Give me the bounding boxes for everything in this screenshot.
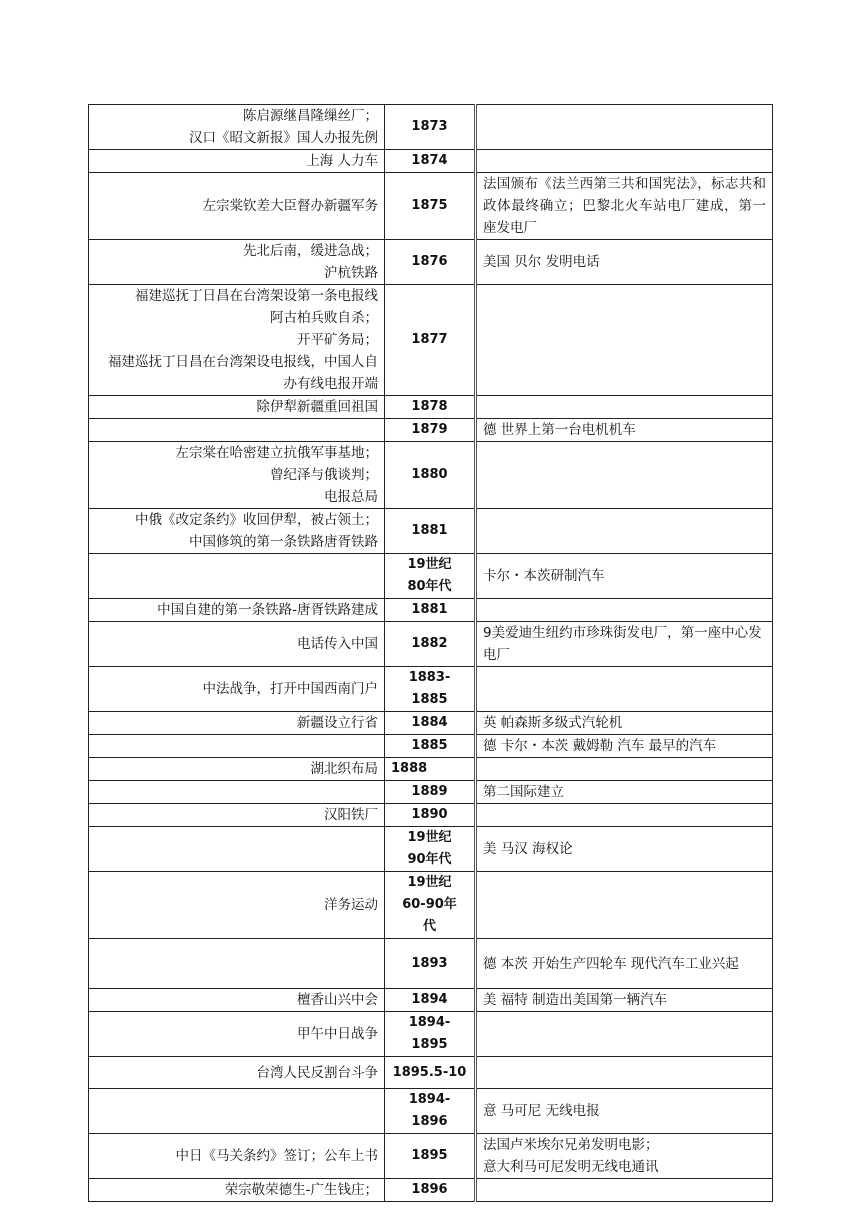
event-cell: 湖北织布局 [89, 758, 385, 781]
world-event-cell [476, 804, 773, 827]
world-event-cell: 意 马可尼 无线电报 [476, 1089, 773, 1134]
world-event-cell: 德 卡尔・本茨 戴姆勒 汽车 最早的汽车 [476, 735, 773, 758]
table-row [89, 285, 773, 396]
event-cell [89, 419, 385, 442]
world-event-cell: 法国颁布《法兰西第三共和国宪法》，标志共和政体最终确立；巴黎北火车站电厂建成，第一座发电厂 [476, 173, 773, 240]
year-cell: 1895.5-10 [385, 1057, 476, 1089]
table-row [89, 735, 773, 758]
year-cell: 1895 [385, 1134, 476, 1179]
table-row [89, 1057, 773, 1089]
year-cell: 19世纪90年代 [385, 827, 476, 872]
year-cell: 1888 [385, 758, 476, 781]
year-cell: 1894-1895 [385, 1012, 476, 1057]
world-event-cell [476, 442, 773, 509]
event-cell: 陈启源继昌隆缫丝厂； 汉口《昭文新报》国人办报先例 [89, 105, 385, 150]
year-cell: 1881 [385, 599, 476, 622]
table-row [89, 939, 773, 989]
table-row [89, 712, 773, 735]
event-cell [89, 827, 385, 872]
event-cell [89, 939, 385, 989]
event-cell: 新疆设立行省 [89, 712, 385, 735]
table-row [89, 599, 773, 622]
year-cell: 1877 [385, 285, 476, 396]
world-event-cell [476, 285, 773, 396]
event-cell: 左宗棠在哈密建立抗俄军事基地； 曾纪泽与俄谈判； 电报总局 [89, 442, 385, 509]
table-row [89, 758, 773, 781]
table-row [89, 240, 773, 285]
table-row [89, 173, 773, 240]
world-event-cell: 卡尔・本茨研制汽车 [476, 554, 773, 599]
table-row [89, 105, 773, 150]
event-cell: 除伊犁新疆重回祖国 [89, 396, 385, 419]
history-timeline-table [88, 104, 773, 1202]
event-cell: 荣宗敬荣德生-广生钱庄； [89, 1179, 385, 1202]
world-event-cell: 法国卢米埃尔兄弟发明电影； 意大利马可尼发明无线电通讯 [476, 1134, 773, 1179]
year-cell: 19世纪 60-90年代 [385, 872, 476, 939]
table-row [89, 781, 773, 804]
year-cell: 1875 [385, 173, 476, 240]
event-cell: 甲午中日战争 [89, 1012, 385, 1057]
table-row [89, 554, 773, 599]
event-cell: 上海 人力车 [89, 150, 385, 173]
table-row [89, 1089, 773, 1134]
table-row [89, 622, 773, 667]
table-row [89, 989, 773, 1012]
year-cell: 1889 [385, 781, 476, 804]
world-event-cell: 第二国际建立 [476, 781, 773, 804]
year-cell: 1893 [385, 939, 476, 989]
world-event-cell [476, 1179, 773, 1202]
year-cell: 19世纪80年代 [385, 554, 476, 599]
event-cell [89, 735, 385, 758]
world-event-cell [476, 105, 773, 150]
year-cell: 1894 [385, 989, 476, 1012]
world-event-cell [476, 758, 773, 781]
world-event-cell [476, 667, 773, 712]
event-cell: 洋务运动 [89, 872, 385, 939]
world-event-cell: 美 福特 制造出美国第一辆汽车 [476, 989, 773, 1012]
world-event-cell [476, 150, 773, 173]
table-row [89, 827, 773, 872]
world-event-cell [476, 509, 773, 554]
year-cell: 1884 [385, 712, 476, 735]
year-cell: 1874 [385, 150, 476, 173]
year-cell: 1880 [385, 442, 476, 509]
world-event-cell: 德 本茨 开始生产四轮车 现代汽车工业兴起 [476, 939, 773, 989]
event-cell: 先北后南，缓进急战； 沪杭铁路 [89, 240, 385, 285]
year-cell: 1894-1896 [385, 1089, 476, 1134]
year-cell: 1879 [385, 419, 476, 442]
event-cell: 中俄《改定条约》收回伊犁，被占领土； 中国修筑的第一条铁路唐胥铁路 [89, 509, 385, 554]
event-cell [89, 554, 385, 599]
year-cell: 1896 [385, 1179, 476, 1202]
world-event-cell: 美国 贝尔 发明电话 [476, 240, 773, 285]
table-row [89, 872, 773, 939]
world-event-cell [476, 1057, 773, 1089]
world-event-cell [476, 599, 773, 622]
table-row [89, 667, 773, 712]
world-event-cell: 9美爱迪生纽约市珍珠街发电厂，第一座中心发电厂 [476, 622, 773, 667]
year-cell: 1883-1885 [385, 667, 476, 712]
event-cell [89, 1089, 385, 1134]
year-cell: 1881 [385, 509, 476, 554]
table-row [89, 1134, 773, 1179]
world-event-cell: 美 马汉 海权论 [476, 827, 773, 872]
year-cell: 1885 [385, 735, 476, 758]
year-cell: 1890 [385, 804, 476, 827]
table-row [89, 804, 773, 827]
event-cell: 福建巡抚丁日昌在台湾架设第一条电报线 阿古柏兵败自杀； 开平矿务局； 福建巡抚丁日昌在台湾架设电报线，中国人自办有线电报开端 [89, 285, 385, 396]
year-cell: 1876 [385, 240, 476, 285]
world-event-cell [476, 396, 773, 419]
event-cell: 中日《马关条约》签订；公车上书 [89, 1134, 385, 1179]
table-row [89, 150, 773, 173]
table-row [89, 442, 773, 509]
event-cell: 电话传入中国 [89, 622, 385, 667]
table-row [89, 1179, 773, 1202]
event-cell: 檀香山兴中会 [89, 989, 385, 1012]
event-cell: 左宗棠钦差大臣督办新疆军务 [89, 173, 385, 240]
event-cell: 中国自建的第一条铁路-唐胥铁路建成 [89, 599, 385, 622]
year-cell: 1882 [385, 622, 476, 667]
world-event-cell [476, 872, 773, 939]
year-cell: 1878 [385, 396, 476, 419]
event-cell: 汉阳铁厂 [89, 804, 385, 827]
event-cell [89, 781, 385, 804]
event-cell: 中法战争，打开中国西南门户 [89, 667, 385, 712]
world-event-cell: 德 世界上第一台电机机车 [476, 419, 773, 442]
world-event-cell: 英 帕森斯多级式汽轮机 [476, 712, 773, 735]
table-row [89, 396, 773, 419]
table-row [89, 509, 773, 554]
year-cell: 1873 [385, 105, 476, 150]
event-cell: 台湾人民反割台斗争 [89, 1057, 385, 1089]
table-row [89, 419, 773, 442]
table-row [89, 1012, 773, 1057]
world-event-cell [476, 1012, 773, 1057]
